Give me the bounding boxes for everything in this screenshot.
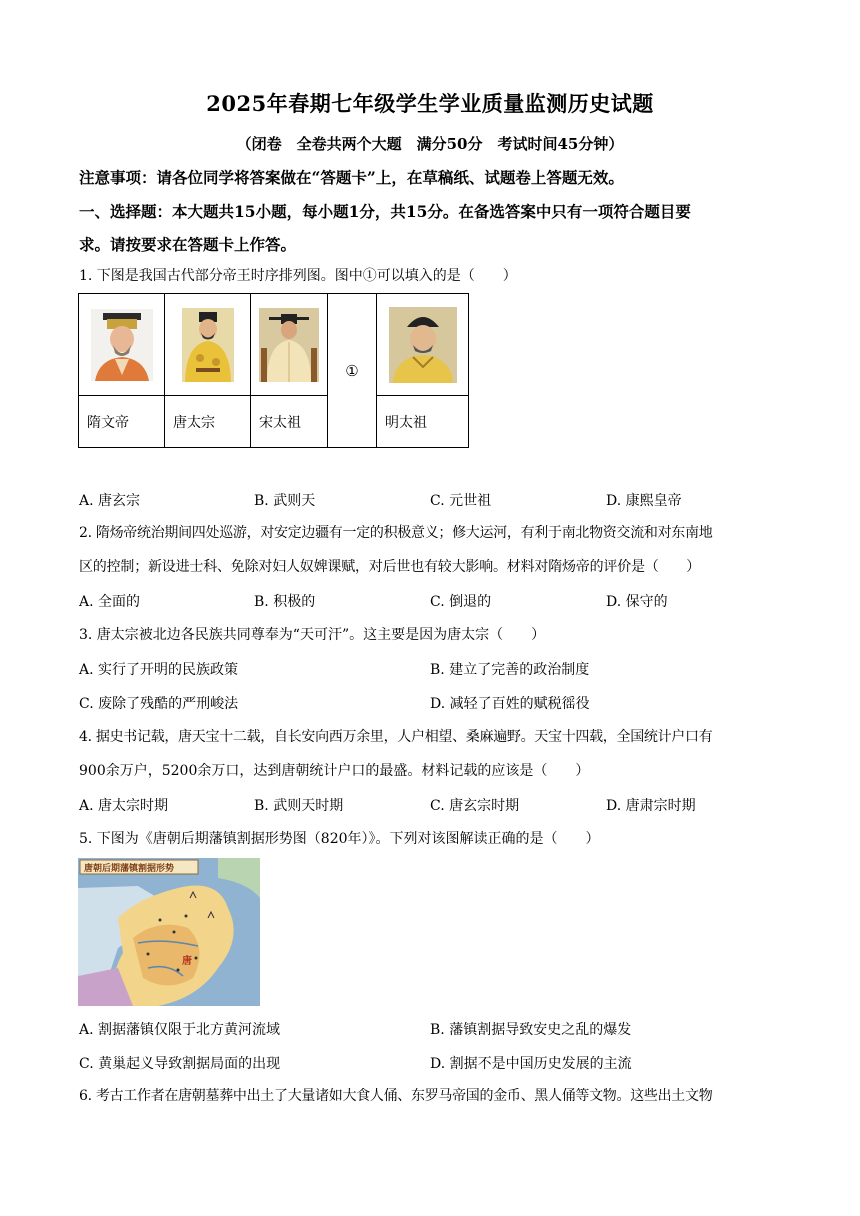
q3-option-a[interactable]: A. 实行了开明的民族政策 bbox=[79, 662, 239, 678]
q6-stem-line1: 6. 考古工作者在唐朝墓葬中出土了大量诸如大食人俑、东罗马帝国的金币、黑人俑等文物。这些出土文物 bbox=[79, 1088, 713, 1104]
q1-option-c[interactable]: C. 元世祖 bbox=[430, 493, 492, 509]
q5-option-d[interactable]: D. 割据不是中国历史发展的主流 bbox=[430, 1056, 632, 1072]
portrait-cell-sui-wendi bbox=[79, 294, 165, 396]
section1-heading-line2: 求。请按要求在答题卡上作答。 bbox=[79, 235, 297, 254]
notice: 注意事项：请各位同学将答案做在“答题卡”上，在草稿纸、试题卷上答题无效。 bbox=[79, 168, 624, 187]
q4-option-b[interactable]: B. 武则天时期 bbox=[254, 798, 344, 814]
name-sui-wendi: 隋文帝 bbox=[79, 396, 165, 448]
q4-option-a[interactable]: A. 唐太宗时期 bbox=[79, 798, 169, 814]
q5-stem: 5. 下图为《唐朝后期藩镇割据形势图（820年）》。下列对该图解读正确的是（ ） bbox=[79, 831, 600, 847]
map-graphic bbox=[78, 858, 260, 1006]
portrait-cell-tang-taizong bbox=[165, 294, 251, 396]
q3-option-b[interactable]: B. 建立了完善的政治制度 bbox=[430, 662, 590, 678]
q3-stem: 3. 唐太宗被北边各民族共同尊奉为“天可汗”。这主要是因为唐太宗（ ） bbox=[79, 627, 546, 643]
q4-stem-line1: 4. 据史书记载，唐天宝十二载，自长安向西万余里，人户相望、桑麻遍野。天宝十四载，全国统计户口有 bbox=[79, 729, 713, 745]
q2-stem-line1: 2. 隋炀帝统治期间四处巡游，对安定边疆有一定的积极意义；修大运河，有利于南北物资交流和对东南地 bbox=[79, 525, 713, 541]
map-label-tang: 唐 bbox=[182, 956, 192, 967]
page-subtitle: （闭卷 全卷共两个大题 满分50分 考试时间45分钟） bbox=[236, 135, 624, 153]
tang-fanzhen-map bbox=[78, 858, 260, 1006]
portrait-cell-ming-taizu bbox=[377, 294, 469, 396]
portrait-cell-song-taizu bbox=[251, 294, 328, 396]
q5-option-c[interactable]: C. 黄巢起义导致割据局面的出现 bbox=[79, 1056, 281, 1072]
q5-option-a[interactable]: A. 割据藩镇仅限于北方黄河流域 bbox=[79, 1022, 281, 1038]
name-tang-taizong: 唐太宗 bbox=[165, 396, 251, 448]
q2-option-c[interactable]: C. 倒退的 bbox=[430, 594, 492, 610]
name-ming-taizu: 明太祖 bbox=[377, 396, 469, 448]
section1-heading-line1: 一、选择题：本大题共15小题，每小题1分，共15分。在备选答案中只有一项符合题目要 bbox=[79, 202, 691, 221]
song-taizu-portrait bbox=[259, 308, 319, 382]
q1-option-b[interactable]: B. 武则天 bbox=[254, 493, 316, 509]
q2-option-d[interactable]: D. 保守的 bbox=[606, 594, 668, 610]
name-song-taizu: 宋太祖 bbox=[251, 396, 328, 448]
sui-wendi-portrait bbox=[91, 309, 153, 381]
q2-option-b[interactable]: B. 积极的 bbox=[254, 594, 316, 610]
q1-stem: 1. 下图是我国古代部分帝王时序排列图。图中①可以填入的是（ ） bbox=[79, 268, 517, 284]
q5-option-b[interactable]: B. 藩镇割据导致安史之乱的爆发 bbox=[430, 1022, 632, 1038]
tang-taizong-portrait bbox=[182, 308, 234, 382]
map-title: 唐朝后期藩镇割据形势 bbox=[84, 864, 175, 874]
emperor-table bbox=[78, 293, 469, 448]
q1-option-a[interactable]: A. 唐玄宗 bbox=[79, 493, 141, 509]
page-title: 2025年春期七年级学生学业质量监测历史试题 bbox=[206, 91, 654, 116]
q1-option-d[interactable]: D. 康熙皇帝 bbox=[606, 493, 682, 509]
q4-option-c[interactable]: C. 唐玄宗时期 bbox=[430, 798, 520, 814]
blank-cell-1: ① bbox=[328, 294, 377, 448]
ming-taizu-portrait bbox=[389, 307, 457, 383]
q4-stem-line2: 900余万户，5200余万口，达到唐朝统计户口的最盛。材料记载的应该是（ ） bbox=[79, 763, 590, 779]
q3-option-d[interactable]: D. 减轻了百姓的赋税徭役 bbox=[430, 696, 590, 712]
q3-option-c[interactable]: C. 废除了残酷的严刑峻法 bbox=[79, 696, 239, 712]
q2-option-a[interactable]: A. 全面的 bbox=[79, 594, 141, 610]
q4-option-d[interactable]: D. 唐肃宗时期 bbox=[606, 798, 696, 814]
q2-stem-line2: 区的控制；新设进士科、免除对妇人奴婢课赋，对后世也有较大影响。材料对隋炀帝的评价是（ ） bbox=[79, 559, 700, 575]
